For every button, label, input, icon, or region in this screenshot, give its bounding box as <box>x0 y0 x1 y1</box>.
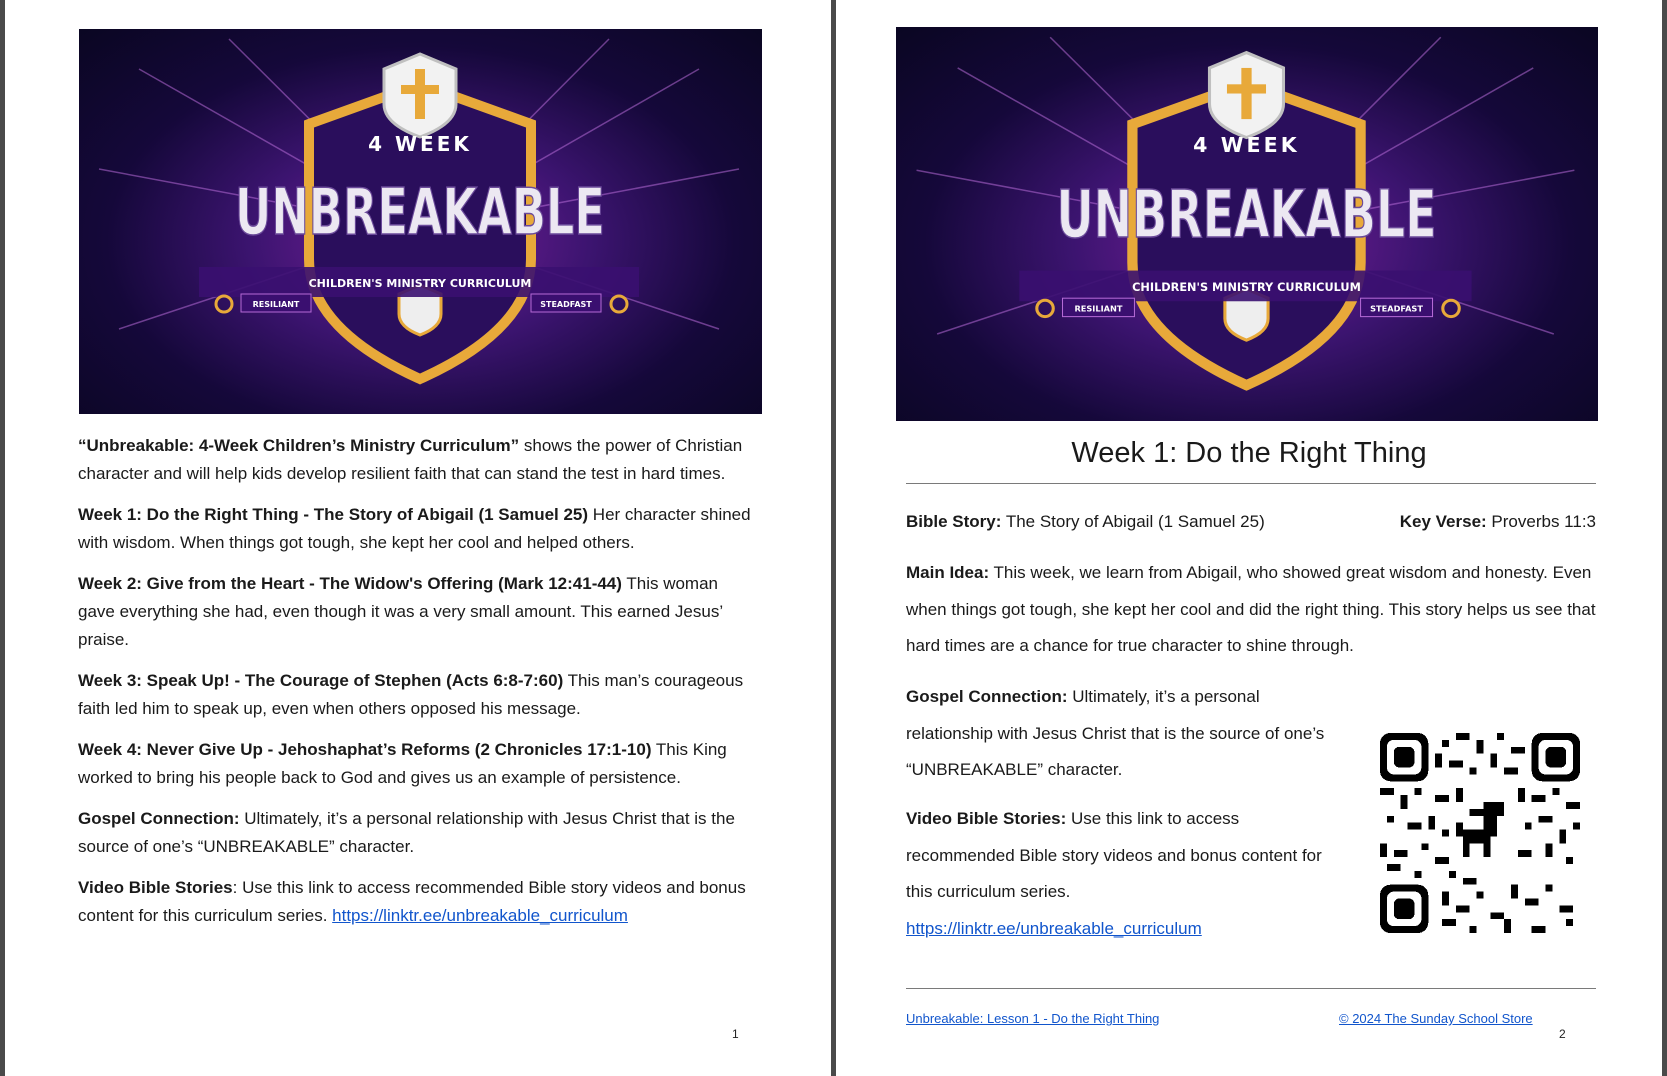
week-1-paragraph: Week 1: Do the Right Thing - The Story of Abigail (1 Samuel 25) Her character shined with wisdom. When things got tough, she kept her cool and helped others. <box>78 505 751 552</box>
logo-left-badge: RESILIANT <box>1074 303 1123 314</box>
logo-artwork <box>79 29 762 414</box>
video-stories-link[interactable]: https://linktr.ee/unbreakable_curriculum <box>332 906 628 925</box>
logo-left-badge: RESILIANT <box>252 300 300 309</box>
logo-main-text: UNBREAKABLE <box>235 176 605 250</box>
logo-ribbon-text: CHILDREN'S MINISTRY CURRICULUM <box>1132 281 1361 295</box>
page-number: 2 <box>1559 1027 1566 1041</box>
gospel-connection: Gospel Connection: Ultimately, it’s a personal relationship with Jesus Christ that is the source of one’s “UNBREAKABLE” character. <box>906 687 1325 779</box>
logo-top-text: 4 WEEK <box>368 132 472 156</box>
logo-top-text: 4 WEEK <box>1193 132 1300 157</box>
title-divider <box>906 483 1596 484</box>
gospel-connection-paragraph: Gospel Connection: Ultimately, it’s a personal relationship with Jesus Christ that is the source of one’s “UNBREAKABLE” character. <box>78 809 735 856</box>
logo-right-badge: STEADFAST <box>1370 303 1423 314</box>
main-idea: Main Idea: This week, we learn from Abigail, who showed great wisdom and honesty. Even when things got tough, she kept her cool and did the right thing. This story helps us see that hard times are a chance for true character to shine through. <box>906 563 1596 655</box>
unbreakable-logo-banner <box>79 29 762 414</box>
lesson-title: Week 1: Do the Right Thing <box>1071 437 1427 469</box>
logo-right-badge: STEADFAST <box>540 300 592 309</box>
unbreakable-logo-banner <box>896 27 1598 421</box>
week-2-paragraph: Week 2: Give from the Heart - The Widow's Offering (Mark 12:41-44) This woman gave everything she had, even though it was a very small amount. This earned Jesus’ praise. <box>78 574 723 649</box>
page-2 <box>836 0 1662 1076</box>
video-bible-stories: Video Bible Stories: Use this link to access recommended Bible story videos and bonus content for this curriculum series. https://linktr.ee/unbreakable_curriculum <box>906 809 1322 938</box>
page-number: 1 <box>732 1027 739 1041</box>
video-stories-paragraph: Video Bible Stories: Use this link to access recommended Bible story videos and bonus content for this curriculum series. https://linktr.ee/unbreakable_curriculum <box>78 878 746 925</box>
page-1 <box>5 0 831 1076</box>
logo-ribbon-text: CHILDREN'S MINISTRY CURRICULUM <box>308 277 532 290</box>
footer-divider <box>906 988 1596 989</box>
logo-artwork <box>896 27 1598 421</box>
footer-store-link[interactable]: © 2024 The Sunday School Store <box>1339 1011 1533 1026</box>
intro-paragraph: “Unbreakable: 4-Week Children’s Ministry Curriculum” shows the power of Christian character and will help kids develop resilient faith that can stand the test in hard times. <box>78 436 743 483</box>
bible-story: Bible Story: The Story of Abigail (1 Samuel 25) <box>906 512 1265 531</box>
video-stories-link[interactable]: https://linktr.ee/unbreakable_curriculum <box>906 918 1202 938</box>
logo-main-text: UNBREAKABLE <box>1056 176 1437 253</box>
key-verse: Key Verse: Proverbs 11:3 <box>1399 512 1596 531</box>
footer-lesson-link[interactable]: Unbreakable: Lesson 1 - Do the Right Thing <box>906 1011 1160 1026</box>
qr-code[interactable] <box>1380 733 1580 933</box>
curriculum-overview <box>78 432 758 943</box>
week-3-paragraph: Week 3: Speak Up! - The Courage of Stephen (Acts 6:8-7:60) This man’s courageous faith led him to speak up, even when others opposed his message. <box>78 671 744 718</box>
week-4-paragraph: Week 4: Never Give Up - Jehoshaphat’s Reforms (2 Chronicles 17:1-10) This King worked to bring his people back to God and gives us an example of persistence. <box>78 740 727 787</box>
